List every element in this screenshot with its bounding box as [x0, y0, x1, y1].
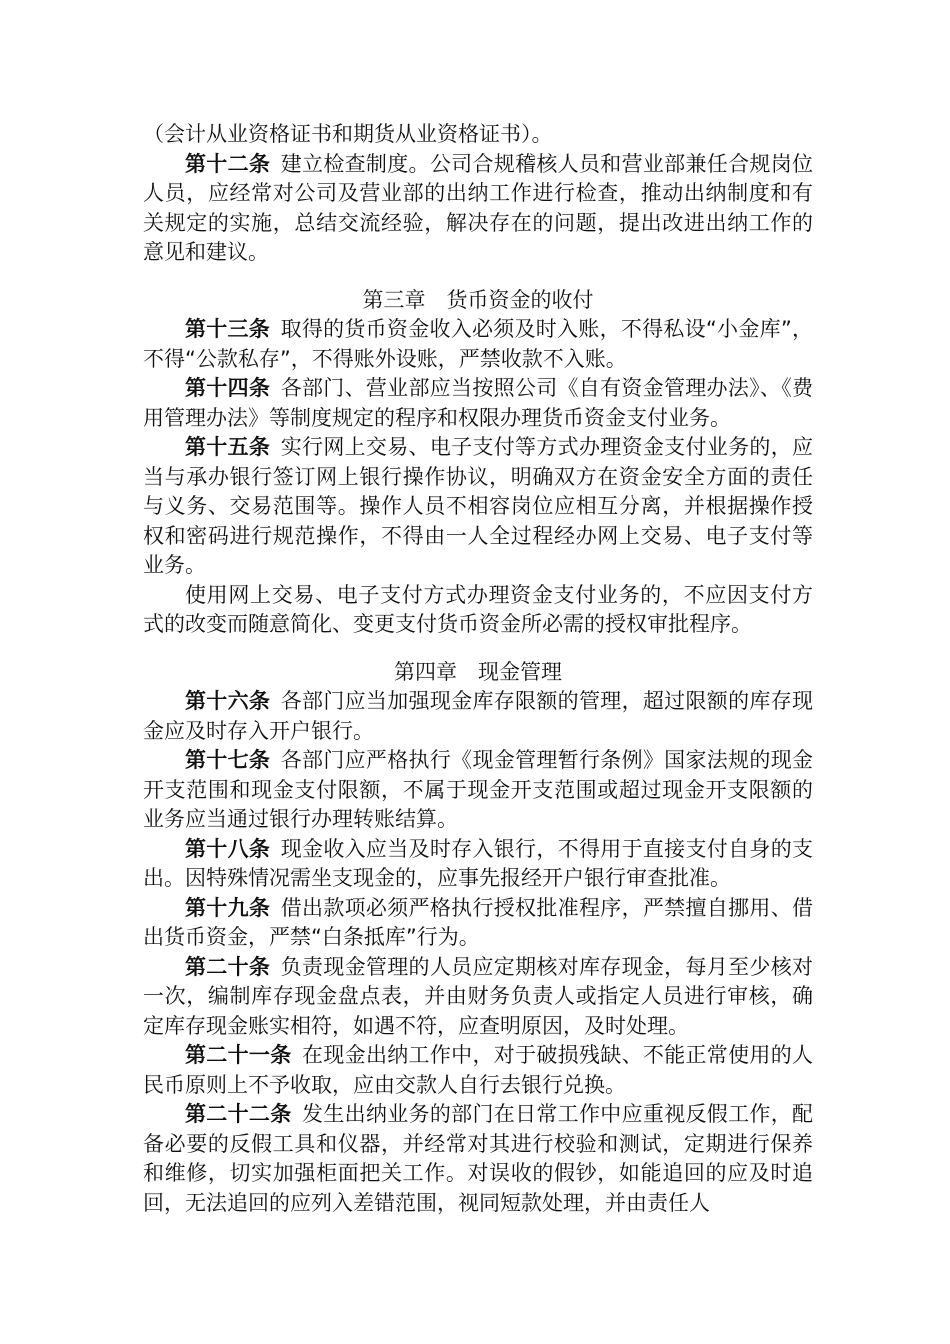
- article-20: [143, 953, 813, 1042]
- chapter-title: 现金管理: [478, 659, 562, 684]
- article-16: [143, 687, 813, 746]
- article-text: 在现金出纳工作中，对于破损残缺、不能正常使用的人民币原则上不予收取，应由交款人自行去银行兑换。: [143, 1043, 814, 1097]
- article-15-paragraph-2: 使用网上交易、电子支付方式办理资金支付业务的，不应因支付方式的改变而随意简化、变更支付货币资金所必需的授权审批程序。: [143, 582, 813, 636]
- article-15: [143, 433, 813, 581]
- article-text: 负责现金管理的人员应定期核对库存现金，每月至少核对一次，编制库存现金盘点表，并由财务负责人或指定人员进行审核，确定库存现金账实相符，如遇不符，应查明原因，及时处理。: [143, 954, 814, 1038]
- article-label: 第二十一条: [185, 1043, 292, 1067]
- article-label: 第十四条: [185, 376, 271, 400]
- article-21: [143, 1041, 813, 1100]
- chapter-4-heading: [143, 658, 813, 688]
- article-label: 第十五条: [185, 435, 271, 459]
- article-label: 第十二条: [185, 151, 271, 176]
- article-13: [143, 315, 813, 374]
- chapter-3-heading: [143, 286, 813, 316]
- article-label: 第二十条: [185, 954, 271, 979]
- article-text: 现金收入应当及时存入银行，不得用于直接支付自身的支出。因特殊情况需坐支现金的，应事先报经开户银行审查批准。: [143, 836, 814, 890]
- article-14: [143, 374, 813, 433]
- article-label: 第二十二条: [185, 1102, 292, 1126]
- article-text: 发生出纳业务的部门在日常工作中应重视反假工作，配备必要的反假工具和仪器，并经常对其进行校验和测试，定期进行保养和维修，切实加强柜面把关工作。对误收的假钞，如能追回的应及时追回，无法追回的应列入差错范围，视同短款处理，并由责任人: [143, 1102, 814, 1215]
- article-19: [143, 894, 813, 953]
- article-text: 各部门、营业部应当按照公司《自有资金管理办法》、《费用管理办法》等制度规定的程序和权限办理货币资金支付业务。: [143, 376, 814, 430]
- article-text: 取得的货币资金收入必须及时入账，不得私设“小金库”，不得“公款私存”，不得账外设账，严禁收款不入账。: [143, 317, 814, 371]
- article-text: 借出款项必须严格执行授权批准程序，严禁擅自挪用、借出货币资金，严禁“白条抵库”行为。: [143, 895, 814, 949]
- lead-fragment: （会计从业资格证书和期货从业资格证书）。: [143, 122, 553, 146]
- article-17: [143, 746, 813, 835]
- article-label: 第十九条: [185, 895, 271, 920]
- article-18: [143, 835, 813, 894]
- article-22: [143, 1100, 813, 1218]
- chapter-title: 货币资金的收付: [446, 287, 594, 312]
- chapter-number: 第三章: [362, 287, 426, 312]
- document-body: [143, 120, 813, 1218]
- article-12: [143, 150, 813, 268]
- article-label: 第十三条: [185, 317, 271, 341]
- article-text: 各部门应当加强现金库存限额的管理，超过限额的库存现金应及时存入开户银行。: [143, 689, 814, 743]
- article-label: 第十六条: [185, 689, 271, 713]
- chapter-number: 第四章: [394, 659, 457, 684]
- article-text: 建立检查制度。公司合规稽核人员和营业部兼任合规岗位人员，应经常对公司及营业部的出纳工作进行检查，推动出纳制度和有关规定的实施，总结交流经验，解决存在的问题，提出改进出纳工作的意见和建议。: [143, 151, 814, 264]
- article-label: 第十七条: [185, 748, 271, 772]
- article-text: 实行网上交易、电子支付等方式办理资金支付业务的，应当与承办银行签订网上银行操作协议，明确双方在资金安全方面的责任与义务、交易范围等。操作人员不相容岗位应相互分离，并根据操作授权和密码进行规范操作，不得由一人全过程经办网上交易、电子支付等业务。: [143, 435, 814, 577]
- article-text: 各部门应严格执行《现金管理暂行条例》国家法规的现金开支范围和现金支付限额，不属于现金开支范围或超过现金开支限额的业务应当通过银行办理转账结算。: [143, 748, 814, 831]
- article-label: 第十八条: [185, 836, 271, 861]
